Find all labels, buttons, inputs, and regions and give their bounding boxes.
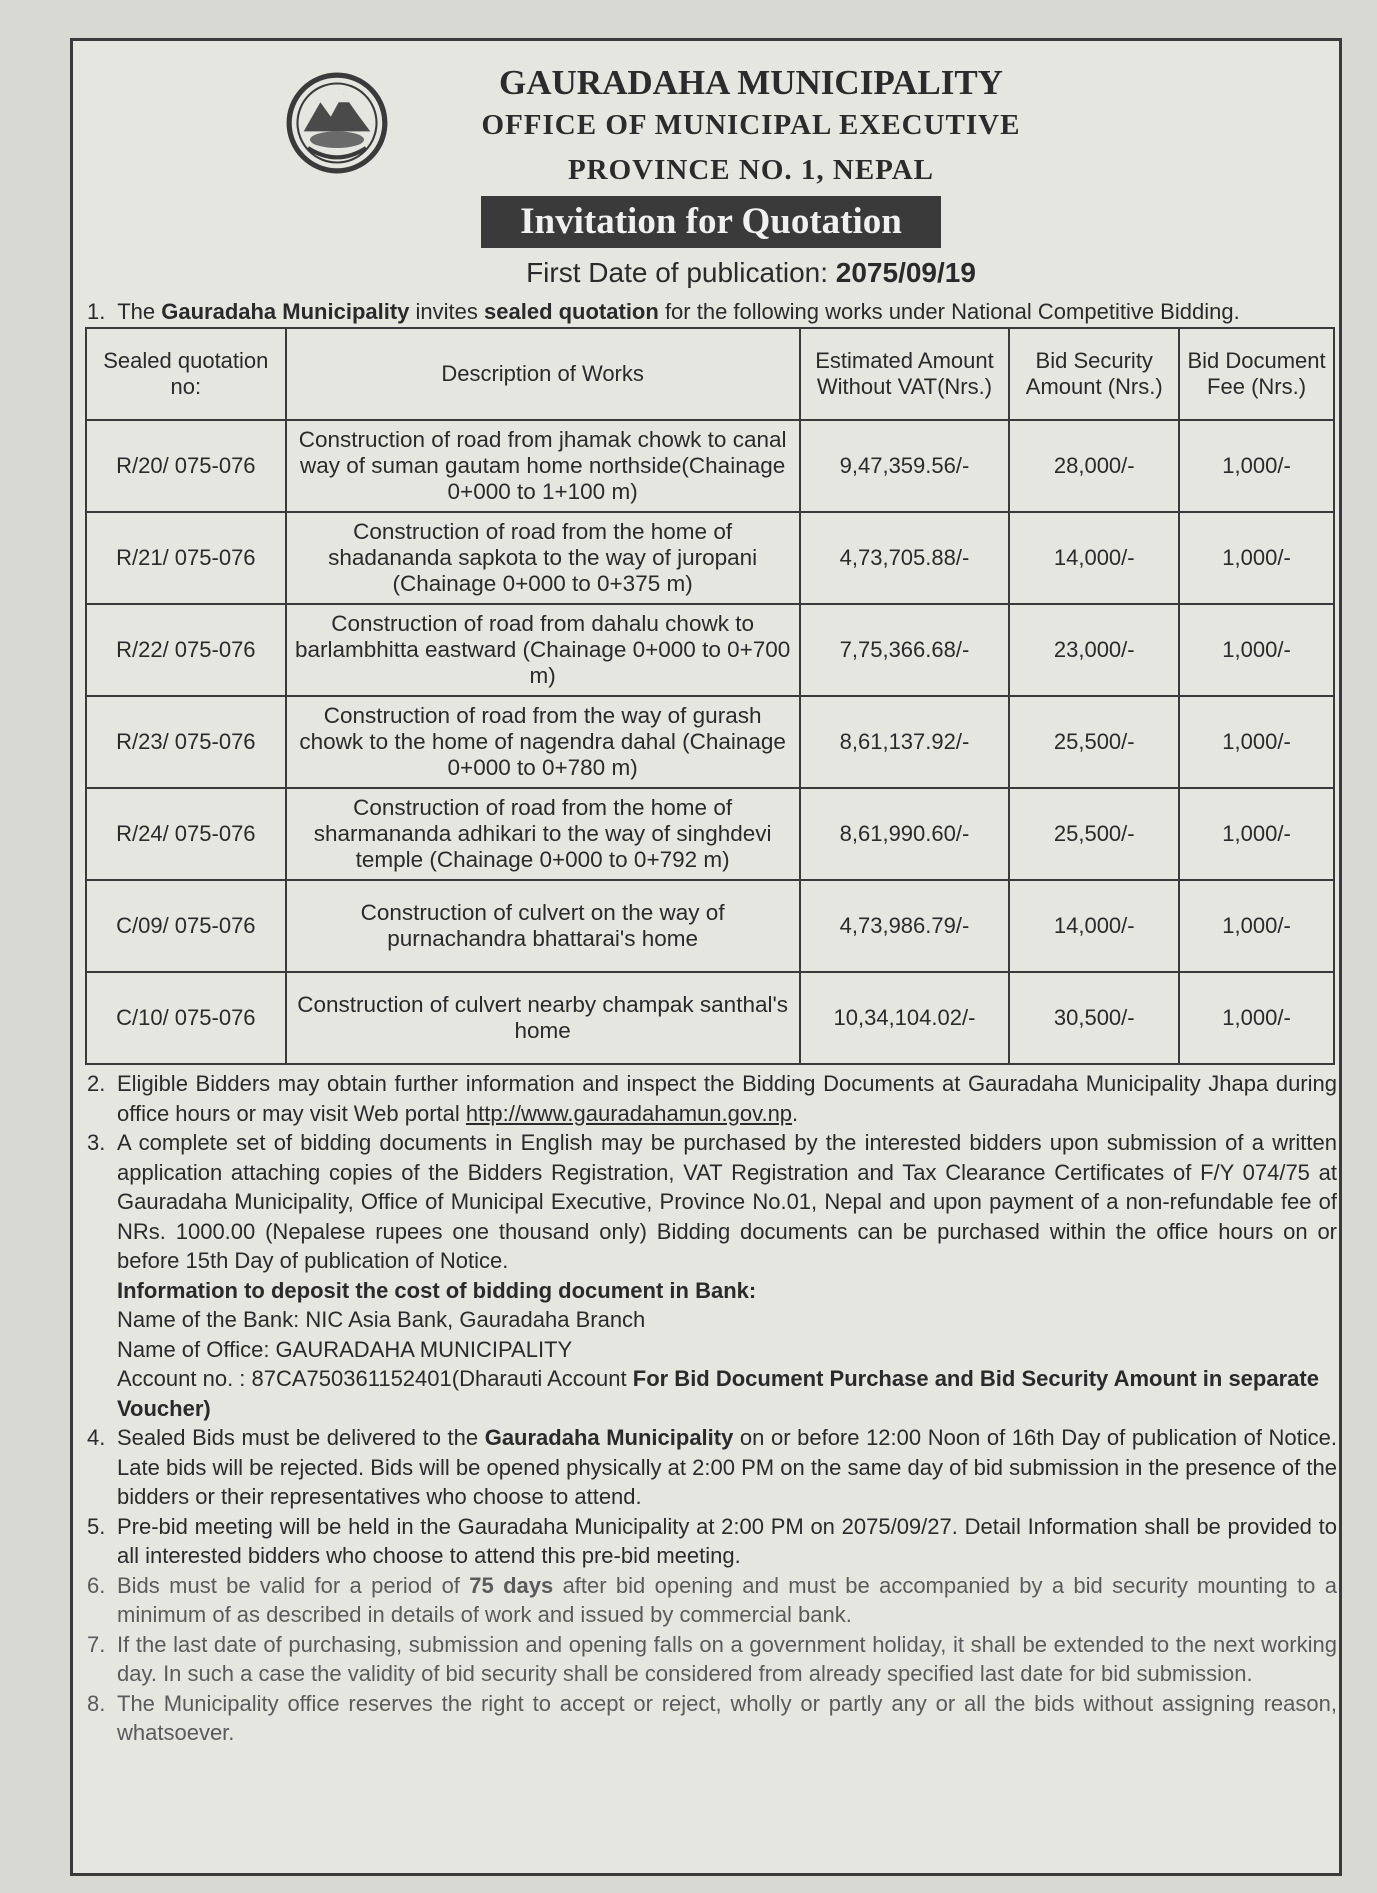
note-text-a: Bids must be valid for a period of	[117, 1572, 460, 1598]
note-number: 2.	[87, 1071, 106, 1096]
bid-security: 30,500/-	[1009, 972, 1179, 1064]
work-description: Construction of road from jhamak chowk to canal way of suman gautam home northside(Chainage 0+000 to 1+100 m)	[286, 420, 800, 512]
col-header-estimated-amount: Estimated Amount Without VAT(Nrs.)	[800, 328, 1010, 420]
table-header-row	[86, 328, 1334, 420]
intro-paragraph	[87, 299, 1337, 325]
document-fee: 1,000/-	[1179, 696, 1334, 788]
document-fee: 1,000/-	[1179, 972, 1334, 1064]
quotation-no: R/23/ 075-076	[86, 696, 286, 788]
note-number: 4.	[87, 1425, 106, 1450]
col-header-description: Description of Works	[286, 328, 800, 420]
estimated-amount: 7,75,366.68/-	[800, 604, 1010, 696]
intro-bold-a: Gauradaha Municipality	[161, 299, 410, 324]
note-5	[87, 1512, 1337, 1571]
table-row	[86, 604, 1334, 696]
intro-text-b: invites	[415, 299, 478, 324]
estimated-amount: 4,73,705.88/-	[800, 512, 1010, 604]
bid-security: 28,000/-	[1009, 420, 1179, 512]
bid-security: 14,000/-	[1009, 880, 1179, 972]
work-description: Construction of culvert nearby champak santhal's home	[286, 972, 800, 1064]
bank-account-number: Account no. : 87CA750361152401(Dharauti Account	[117, 1366, 627, 1391]
note-text-bold: 75 days	[469, 1572, 554, 1598]
estimated-amount: 10,34,104.02/-	[800, 972, 1010, 1064]
note-text-b: on or before 12:00 Noon of 16th Day of publication of Notice. Late bids will be rejected. Bids will be opened physically at 2:00 PM on the same day of bid submission in the presence of the bidders or their representatives who choose to attend.	[117, 1425, 1337, 1509]
work-description: Construction of culvert on the way of purnachandra bhattarai's home	[286, 880, 800, 972]
note-number: 5.	[87, 1513, 106, 1539]
note-6	[87, 1571, 1337, 1630]
document-fee: 1,000/-	[1179, 788, 1334, 880]
bank-office: Name of Office: GAURADAHA MUNICIPALITY	[117, 1336, 573, 1362]
quotation-no: R/21/ 075-076	[86, 512, 286, 604]
note-4	[87, 1423, 1337, 1512]
bank-info-heading: Information to deposit the cost of bidding document in Bank:	[117, 1277, 757, 1303]
table-row	[86, 696, 1334, 788]
publication-date-label: First Date of publication:	[526, 257, 828, 288]
quotation-no: R/24/ 075-076	[86, 788, 286, 880]
notice-title: Invitation for Quotation	[481, 196, 941, 248]
bid-security: 23,000/-	[1009, 604, 1179, 696]
publication-date	[73, 257, 1339, 289]
note-number: 8.	[87, 1690, 106, 1716]
table-row	[86, 512, 1334, 604]
works-table	[85, 327, 1335, 1065]
note-2	[87, 1069, 1337, 1128]
intro-text-c: for the following works under National Competitive Bidding.	[664, 299, 1240, 324]
table-row	[86, 420, 1334, 512]
note-number: 7.	[87, 1631, 106, 1657]
document-fee: 1,000/-	[1179, 604, 1334, 696]
document-fee: 1,000/-	[1179, 880, 1334, 972]
table-row	[86, 972, 1334, 1064]
work-description: Construction of road from the way of gurash chowk to the home of nagendra dahal (Chainage 0+000 to 0+780 m)	[286, 696, 800, 788]
note-8	[87, 1689, 1337, 1748]
note-7	[87, 1630, 1337, 1689]
bid-security: 14,000/-	[1009, 512, 1179, 604]
office-name: OFFICE OF MUNICIPAL EXECUTIVE	[481, 109, 1021, 141]
document-fee: 1,000/-	[1179, 420, 1334, 512]
publication-date-value: 2075/09/19	[835, 257, 976, 288]
col-header-document-fee: Bid Document Fee (Nrs.)	[1179, 328, 1334, 420]
note-text: If the last date of purchasing, submission and opening falls on a government holiday, it shall be extended to the next working day. In such a case the validity of bid security shall be considered from already specified last date for bid submission.	[117, 1631, 1337, 1686]
estimated-amount: 4,73,986.79/-	[800, 880, 1010, 972]
bank-name: Name of the Bank: NIC Asia Bank, Gauradaha Branch	[117, 1307, 646, 1332]
note-text: Pre-bid meeting will be held in the Gauradaha Municipality at 2:00 PM on 2075/09/27. Detail Information shall be provided to all interested bidders who choose to attend this pre-bid meeting.	[117, 1513, 1337, 1568]
work-description: Construction of road from the home of sharmananda adhikari to the way of singhdevi temple (Chainage 0+000 to 0+792 m)	[286, 788, 800, 880]
bank-account-note: For Bid Document Purchase and Bid Security Amount in separate Voucher)	[117, 1366, 1319, 1421]
note-3	[87, 1128, 1337, 1276]
note-text: The Municipality office reserves the right to accept or reject, wholly or partly any or all the bids without assigning reason, whatsoever.	[117, 1690, 1337, 1745]
intro-bold-b: sealed quotation	[484, 299, 659, 324]
note-end: .	[792, 1100, 799, 1126]
intro-text-a: The	[117, 299, 156, 324]
estimated-amount: 8,61,137.92/-	[800, 696, 1010, 788]
quotation-no: C/09/ 075-076	[86, 880, 286, 972]
bank-account	[87, 1364, 1337, 1423]
note-text-bold: Gauradaha Municipality	[484, 1425, 734, 1450]
bid-security: 25,500/-	[1009, 788, 1179, 880]
document-fee: 1,000/-	[1179, 512, 1334, 604]
province-name: PROVINCE NO. 1, NEPAL	[567, 154, 935, 186]
work-description: Construction of road from dahalu chowk to barlambhitta eastward (Chainage 0+000 to 0+700 m)	[286, 604, 800, 696]
estimated-amount: 8,61,990.60/-	[800, 788, 1010, 880]
work-description: Construction of road from the home of shadananda sapkota to the way of juropani (Chainage 0+000 to 0+375 m)	[286, 512, 800, 604]
note-text: A complete set of bidding documents in English may be purchased by the interested bidders upon submission of a written application attaching copies of the Bidders Registration, VAT Registration and Tax Clearance Certificates of F/Y 074/75 at Gauradaha Municipality, Office of Municipal Executive, Province No.01, Nepal and upon payment of a non-refundable fee of NRs. 1000.00 (Nepalese rupees one thousand only) Bidding documents can be purchased within the office hours on or before 15th Day of publication of Notice.	[117, 1130, 1337, 1273]
table-row	[86, 880, 1334, 972]
web-portal-link[interactable]: http://www.gauradahamun.gov.np	[465, 1100, 793, 1126]
note-text-b: after bid opening and must be accompanied by a bid security mounting to a minimum of as described in details of work and issued by commercial bank.	[117, 1572, 1337, 1627]
note-number: 6.	[87, 1572, 106, 1598]
col-header-bid-security: Bid Security Amount (Nrs.)	[1009, 328, 1179, 420]
notice-sheet	[70, 38, 1342, 1876]
note-number: 3.	[87, 1130, 106, 1155]
bid-security: 25,500/-	[1009, 696, 1179, 788]
quotation-no: R/20/ 075-076	[86, 420, 286, 512]
intro-number: 1.	[87, 299, 106, 324]
table-row	[86, 788, 1334, 880]
quotation-no: R/22/ 075-076	[86, 604, 286, 696]
notes-section	[87, 1069, 1337, 1748]
estimated-amount: 9,47,359.56/-	[800, 420, 1010, 512]
col-header-quotation-no: Sealed quotation no:	[86, 328, 286, 420]
quotation-no: C/10/ 075-076	[86, 972, 286, 1064]
municipality-name: GAURADAHA MUNICIPALITY	[499, 63, 1003, 102]
note-text: Eligible Bidders may obtain further information and inspect the Bidding Documents at Gauradaha Municipality Jhapa during office hours or may visit Web portal	[117, 1071, 1337, 1126]
note-text-a: Sealed Bids must be delivered to the	[117, 1425, 479, 1450]
